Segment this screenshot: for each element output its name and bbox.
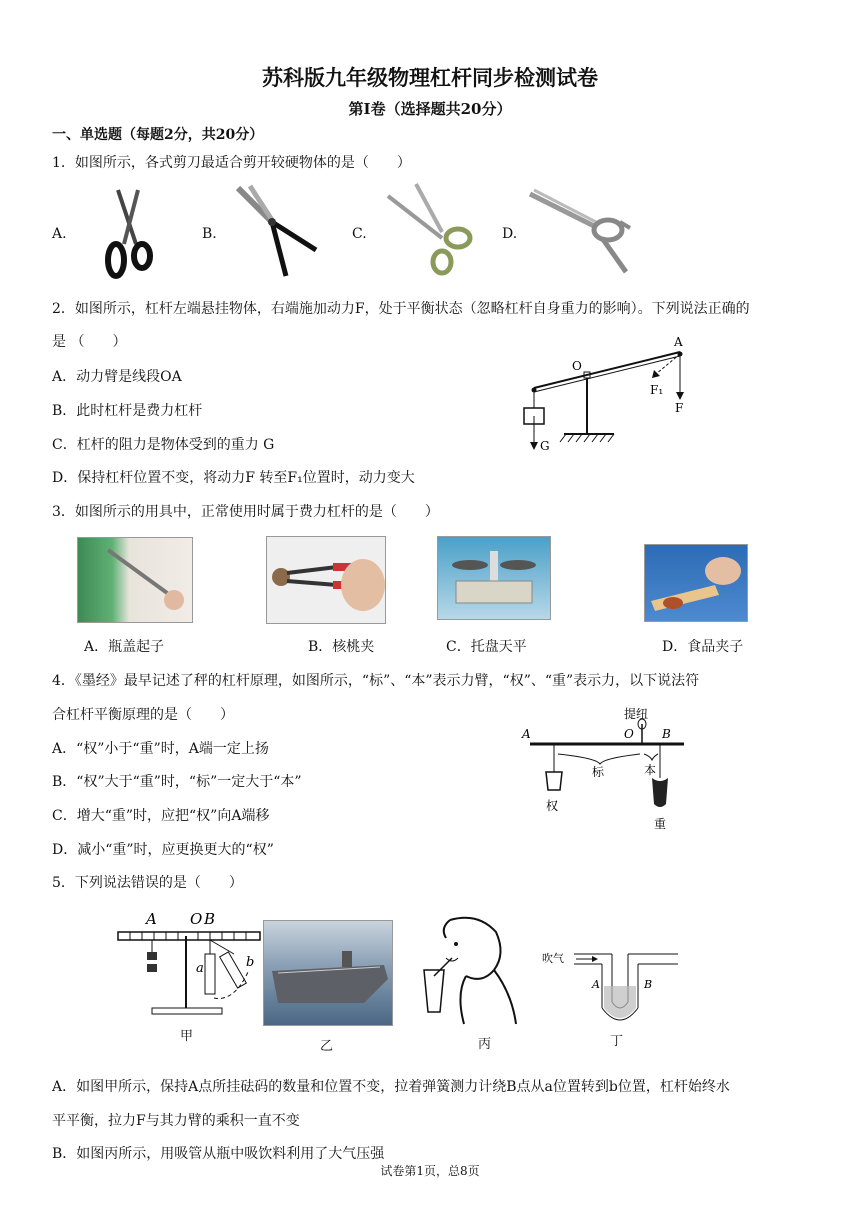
q3-caption-a: A．瓶盖起子 (84, 639, 165, 655)
q5-option-a-line1: A．如图甲所示，保持A点所挂砝码的数量和位置不变，拉着弹簧测力计绕B点从a位置转到b位置，杠杆始终水 (52, 1079, 730, 1095)
scissors-b-image (232, 184, 322, 280)
scissors-d-image (526, 188, 636, 276)
q5-fig-label-a-pos: a (196, 961, 204, 976)
q5-fig-label-a-point: A (146, 910, 157, 928)
q2-option-b: B．此时杠杆是费力杠杆 (52, 403, 203, 419)
nutcracker-photo (266, 536, 386, 624)
q5-stem: 5．下列说法错误的是（ ） (52, 875, 243, 891)
q2-option-d: D．保持杠杆位置不变，将动力F 转至F₁位置时，动力变大 (52, 470, 415, 486)
q4-option-b: B．“权”大于“重”时，“标”一定大于“本” (52, 774, 302, 790)
q5-fig-label-tube-a: A (592, 978, 600, 991)
q2-fig-label-f: F (675, 401, 684, 415)
q2-stem-line2: 是 （ ） (52, 334, 127, 350)
bottle-opener-photo (77, 537, 193, 623)
q4-fig-label-quan: 权 (546, 799, 559, 813)
q5-fig-label-tube-b: B (644, 978, 653, 991)
q2-lever-diagram (518, 334, 698, 456)
food-tongs-photo (644, 544, 748, 622)
q2-option-c: C．杠杆的阻力是物体受到的重力 G (52, 437, 275, 453)
q4-fig-label-ben: 本 (644, 763, 657, 777)
q4-option-a: A．“权”小于“重”时，A端一定上扬 (52, 741, 269, 757)
q4-fig-label-b: B (662, 727, 671, 741)
scissors-a-image (100, 186, 160, 278)
q3-stem: 3．如图所示的用具中，正常使用时属于费力杠杆的是（ ） (52, 504, 439, 520)
q1-label-c: C. (352, 226, 367, 242)
q5-fig-label-b-point: B (204, 910, 216, 928)
q5-fig-label-o: O (190, 910, 203, 928)
q5-option-a-line2: 平平衡，拉力F与其力臂的乘积一直不变 (52, 1113, 300, 1129)
q4-fig-label-a: A (522, 727, 531, 741)
balance-scale-photo (437, 536, 551, 620)
page-title: 苏科版九年级物理杠杆同步检测试卷 (262, 66, 598, 90)
page-footer: 试卷第1页，总8页 (380, 1164, 480, 1178)
q2-fig-label-f1: F₁ (650, 383, 664, 397)
q2-fig-label-a: A (674, 335, 683, 349)
q2-option-a: A．动力臂是线段OA (52, 369, 182, 385)
q4-option-d: D．减小“重”时，应更换更大的“权” (52, 842, 274, 858)
q3-caption-d: D．食品夹子 (662, 639, 744, 655)
q3-caption-b: B．核桃夹 (308, 639, 375, 655)
q2-fig-label-g: G (540, 439, 550, 453)
q4-steelyard-diagram (516, 706, 716, 836)
q5-fig-label-b-pos: b (246, 955, 255, 970)
q4-fig-label-biao: 标 (592, 765, 605, 779)
q5-caption-ding: 丁 (610, 1034, 624, 1049)
q5-caption-yi: 乙 (320, 1039, 334, 1054)
q4-fig-label-zhong: 重 (654, 817, 667, 831)
q4-option-c: C．增大“重”时，应把“权”向A端移 (52, 808, 270, 824)
q4-fig-label-o: O (624, 727, 634, 741)
q1-label-d: D. (502, 226, 518, 242)
q1-label-b: B. (202, 226, 217, 242)
q5-figure-bing (416, 914, 524, 1024)
section-heading: 一、单选题（每题2分，共20分） (52, 127, 264, 143)
q3-caption-c: C．托盘天平 (446, 639, 527, 655)
q5-caption-jia: 甲 (180, 1029, 194, 1044)
q4-stem-line2: 合杠杆平衡原理的是（ ） (52, 707, 234, 723)
q5-caption-bing: 丙 (478, 1037, 492, 1052)
q5-option-b: B．如图丙所示，用吸管从瓶中吸饮料利用了大气压强 (52, 1146, 385, 1162)
q5-figure-jia (114, 906, 264, 1022)
scissors-c-image (386, 182, 476, 276)
q1-stem: 1．如图所示，各式剪刀最适合剪开较硬物体的是（ ） (52, 155, 411, 171)
q5-fig-label-blow: 吹气 (542, 952, 564, 965)
page-subtitle: 第Ⅰ卷（选择题共20分） (348, 100, 512, 118)
q2-stem-line1: 2．如图所示，杠杆左端悬挂物体，右端施加动力F，处于平衡状态（忽略杠杆自身重力的影响）。下列说法正确的 (52, 301, 750, 317)
q2-fig-label-o: O (572, 359, 582, 373)
q5-figure-ding (542, 942, 682, 1028)
aircraft-carrier-photo (263, 920, 393, 1026)
q4-fig-label-tiniu: 提纽 (624, 707, 649, 721)
q4-stem-line1: 4．《墨经》最早记述了秤的杠杆原理，如图所示，“标”、“本”表示力臂，“权”、“重”表示力，以下说法符 (52, 673, 700, 689)
q1-label-a: A. (52, 226, 67, 242)
